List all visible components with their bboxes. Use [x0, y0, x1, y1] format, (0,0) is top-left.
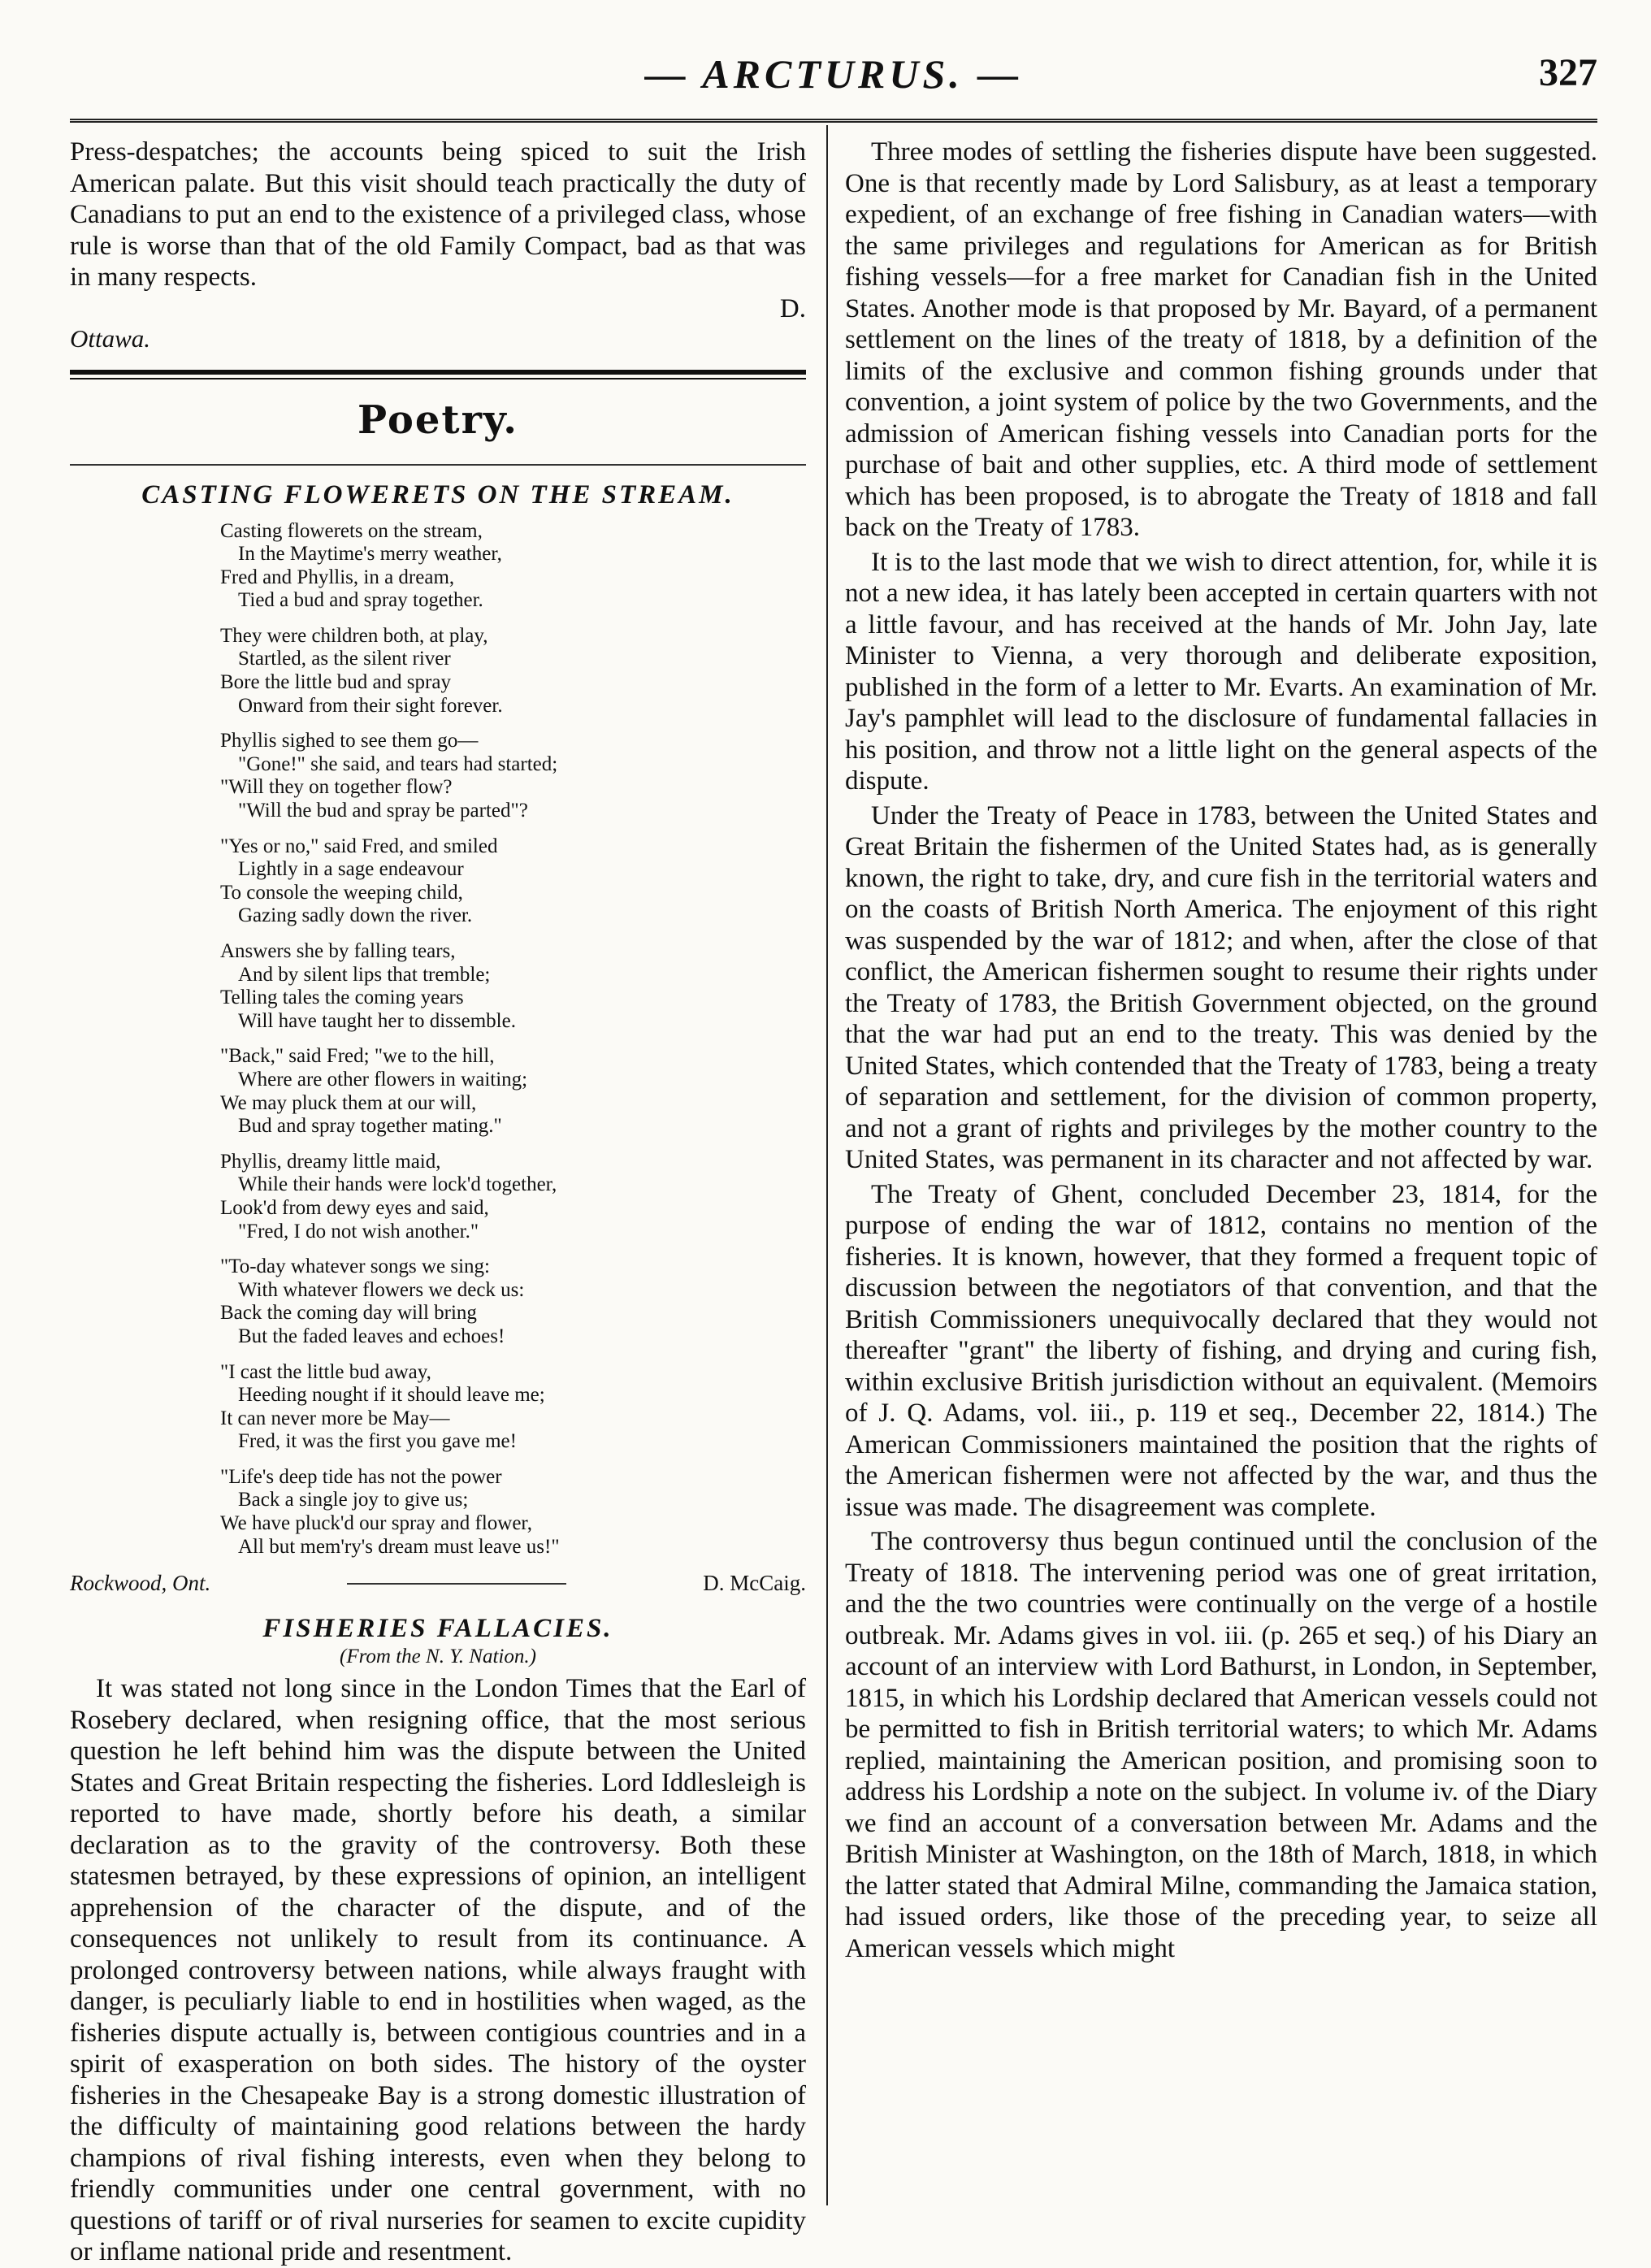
intro-signature-line	[70, 293, 806, 324]
poem-stanza	[220, 1466, 806, 1559]
poem-line: But the faded leaves and echoes!	[238, 1325, 505, 1347]
poem-line: All but mem'ry's dream must leave us!"	[238, 1535, 560, 1558]
poem-line: Telling tales the coming years	[220, 987, 464, 1009]
poem-stanza	[220, 625, 806, 718]
poem-line: We may pluck them at our will,	[220, 1091, 477, 1114]
poem-line: "Gone!" she said, and tears had started;	[238, 752, 558, 775]
poem-line: And by silent lips that tremble;	[238, 963, 491, 986]
poem-line: Gazing sadly down the river.	[238, 904, 473, 927]
poem-line: Back a single joy to give us;	[238, 1489, 469, 1511]
poem-stanza	[220, 1045, 806, 1138]
poem-line: While their hands were lock'd together,	[238, 1173, 557, 1196]
page-number: 327	[1539, 51, 1597, 94]
poem-line: "I cast the little bud away,	[220, 1360, 431, 1383]
poem-line: It can never more be May—	[220, 1407, 450, 1429]
poem-stanza	[220, 1151, 806, 1243]
poem-line: With whatever flowers we deck us:	[238, 1278, 525, 1301]
poem-line: Bud and spray together mating."	[238, 1115, 502, 1138]
poem-signature-line	[70, 1571, 806, 1596]
article-body-left	[70, 1673, 806, 2268]
poem-line: Back the coming day will bring	[220, 1302, 477, 1325]
poem-line: Answers she by falling tears,	[220, 940, 456, 962]
column-divider	[826, 125, 828, 2205]
intro-signature: D.	[779, 293, 806, 323]
article-paragraph: The Treaty of Ghent, concluded December 23, 1814, for the purpose of ending the war of 1812, contains no mention of the fisheries. It is known, however, that they formed a frequent topic of discussion between the negotiators of that convention, and that the British Commissioners unequivocally declared that they would not thereafter "grant" the liberty of fishing, and drying and curing fish, within exclusive British jurisdiction without an equivalent. (Memoirs of J. Q. Adams, vol. iii., p. 119 et seq., December 22, 1814.) The American Commissioners maintained the position that the rights of the American fishermen were not affected by the war, and thus the issue was made. The disagreement was complete.	[845, 1179, 1597, 1522]
poem-line: Phyllis sighed to see them go—	[220, 730, 479, 752]
poem-line: Lightly in a sage endeavour	[238, 858, 464, 881]
intro-paragraph: Press-despatches; the accounts being spiced to suit the Irish American palate. But this visit should teach practically the duty of Canadians to put an end to the existence of a privileged class, whose rule is worse than that of the old Family Compact, bad as that was in many respects.	[70, 137, 806, 292]
section-rule-thick	[70, 370, 806, 375]
poem-stanza	[220, 1361, 806, 1454]
poem-stanza	[220, 1255, 806, 1348]
poem-line: Onward from their sight forever.	[238, 694, 503, 717]
poem-line: "Back," said Fred; "we to the hill,	[220, 1045, 495, 1068]
poem-line: "Will they on together flow?	[220, 776, 453, 799]
article-title: FISHERIES FALLACIES.	[262, 1614, 613, 1644]
poem-top-rule	[70, 464, 806, 466]
poem-line: "Yes or no," said Fred, and smiled	[220, 835, 498, 857]
left-column	[70, 137, 806, 2268]
section-rule-thin	[70, 378, 806, 379]
poem-line: Heeding nought if it should leave me;	[238, 1384, 545, 1407]
poem-location: Rockwood, Ont.	[70, 1571, 211, 1596]
poem-line: Startled, as the silent river	[238, 648, 451, 670]
poem-stanza	[220, 730, 806, 822]
poem-line: We have pluck'd our spray and flower,	[220, 1512, 532, 1535]
header-rule	[70, 119, 1597, 123]
poem-line: Bore the little bud and spray	[220, 671, 451, 694]
poem-line: In the Maytime's merry weather,	[238, 543, 502, 566]
section-title: Poetry.	[358, 397, 518, 443]
poem-line: They were children both, at play,	[220, 624, 488, 647]
right-column	[845, 137, 1597, 1967]
running-title: — ARCTURUS. —	[644, 51, 1023, 97]
poem-line: To console the weeping child,	[220, 881, 463, 904]
article-paragraph: It is to the last mode that we wish to direct attention, for, while it is not a new idea, it has lately been accepted in certain quarters with not a little favour, and has received at the hands of Mr. John Jay, late Minister to Vienna, a very thorough and deliberate exposition, published in the form of a letter to Mr. Evarts. An examination of Mr. Jay's pamphlet will lead to the disclosure of fundamental fallacies in his position, and throw not a little light on the general aspects of the dispute.	[845, 547, 1597, 796]
poem-title: CASTING FLOWERETS ON THE STREAM.	[141, 479, 734, 510]
poem-stanza	[220, 520, 806, 613]
poem-signature-rule	[347, 1583, 566, 1585]
poem-line: Tied a bud and spray together.	[238, 589, 483, 612]
poem-line: "To-day whatever songs we sing:	[220, 1255, 490, 1278]
intro-place: Ottawa.	[70, 323, 151, 353]
poem-line: Casting flowerets on the stream,	[220, 519, 483, 542]
poem-line: Fred and Phyllis, in a dream,	[220, 566, 455, 588]
page-header	[70, 39, 1597, 104]
article-paragraph: Under the Treaty of Peace in 1783, between the United States and Great Britain the fishermen of the United States had, as is generally known, the right to take, dry, and cure fish in the territorial waters and on the coasts of British North America. The enjoyment of this right was suspended by the war of 1812; and when, after the close of that conflict, the American fishermen sought to resume their rights under the Treaty of 1783, the British Government objected, on the ground that the war had put an end to the treaty. This was denied by the United States, which contended that the Treaty of 1783, being a treaty of separation and settlement, for the division of common property, and not a grant of rights and privileges by the mother country to the United States, was permanent in its character and not affected by war.	[845, 800, 1597, 1174]
poem-author: D. McCaig.	[703, 1571, 806, 1596]
poem-line: "Will the bud and spray be parted"?	[238, 800, 528, 822]
poem-line: Phyllis, dreamy little maid,	[220, 1150, 441, 1173]
poem-line: "Life's deep tide has not the power	[220, 1465, 502, 1488]
poem-stanza	[220, 940, 806, 1033]
poem-line: Fred, it was the first you gave me!	[238, 1430, 517, 1453]
poem-line: Will have taught her to dissemble.	[238, 1009, 516, 1032]
poem-line: "Fred, I do not wish another."	[238, 1220, 479, 1242]
intro-article	[70, 137, 806, 293]
article-paragraph: Three modes of settling the fisheries dispute have been suggested. One is that recently made by Lord Salisbury, as at least a temporary expedient, of an exchange of free fishing in Canadian waters—with the same privileges and regulations for American as for British fishing vessels—for a free market for Canadian fish in the United States. Another mode is that proposed by Mr. Bayard, of a permanent settlement on the lines of the treaty of 1818, by a definition of the limits of the exclusive and common fishing grounds under that convention, a joint system of police by the two Governments, and the admission of American fishing vessels into Canadian ports for the purchase of bait and other supplies, etc. A third mode of settlement which has been proposed, is to abrogate the Treaty of 1818 and fall back on the Treaty of 1783.	[845, 137, 1597, 542]
poem-line: Where are other flowers in waiting;	[238, 1068, 528, 1091]
article-paragraph: The controversy thus begun continued until the conclusion of the Treaty of 1818. The intervening period was one of great irritation, and the the two countries were continually on the verge of a hostile outbreak. Mr. Adams gives in vol. iii. (p. 265 et seq.) of his Diary an account of an interview with Lord Bathurst, in London, in September, 1815, in which his Lordship declared that American vessels could not be permitted to fish in British territorial waters; to which Mr. Adams replied, maintaining the American position, and promising soon to address his Lordship a note on the subject. In volume iv. of the Diary we find an account of a conversation between Mr. Adams and the British Minister at Washington, on the 18th of March, 1818, in which the latter stated that Admiral Milne, commanding the Jamaica station, had issued orders, like those of the preceding year, to seize all American vessels which might	[845, 1527, 1597, 1963]
article-body-right	[845, 137, 1597, 1964]
poem-stanza	[220, 835, 806, 928]
poem-body	[220, 520, 806, 1559]
poem-line: Look'd from dewy eyes and said,	[220, 1196, 489, 1219]
article-source: (From the N. Y. Nation.)	[340, 1646, 536, 1668]
article-paragraph: It was stated not long since in the London Times that the Earl of Rosebery declared, when resigning office, that the most serious question he left behind him was the dispute between the United States and Great Britain respecting the fisheries. Lord Iddlesleigh is reported to have made, shortly before his death, a similar declaration as to the gravity of the controversy. Both these statesmen betrayed, by these expressions of opinion, an intelligent apprehension of the character of the dispute, and of the consequences not unlikely to result from its continuance. A prolonged controversy between nations, while always fraught with danger, is peculiarly liable to end in hostilities when waged, as the fisheries dispute actually is, between contigious countries and in a spirit of exasperation on both sides. The history of the oyster fisheries in the Chesapeake Bay is a strong domestic illustration of the difficulty of maintaining good relations between the hardy champions of rival fishing interests, even when they belong to friendly communities under one central government, with no questions of tariff or of rival nurseries for seamen to excite cupidity or inflame national pride and resentment.	[70, 1674, 806, 2267]
